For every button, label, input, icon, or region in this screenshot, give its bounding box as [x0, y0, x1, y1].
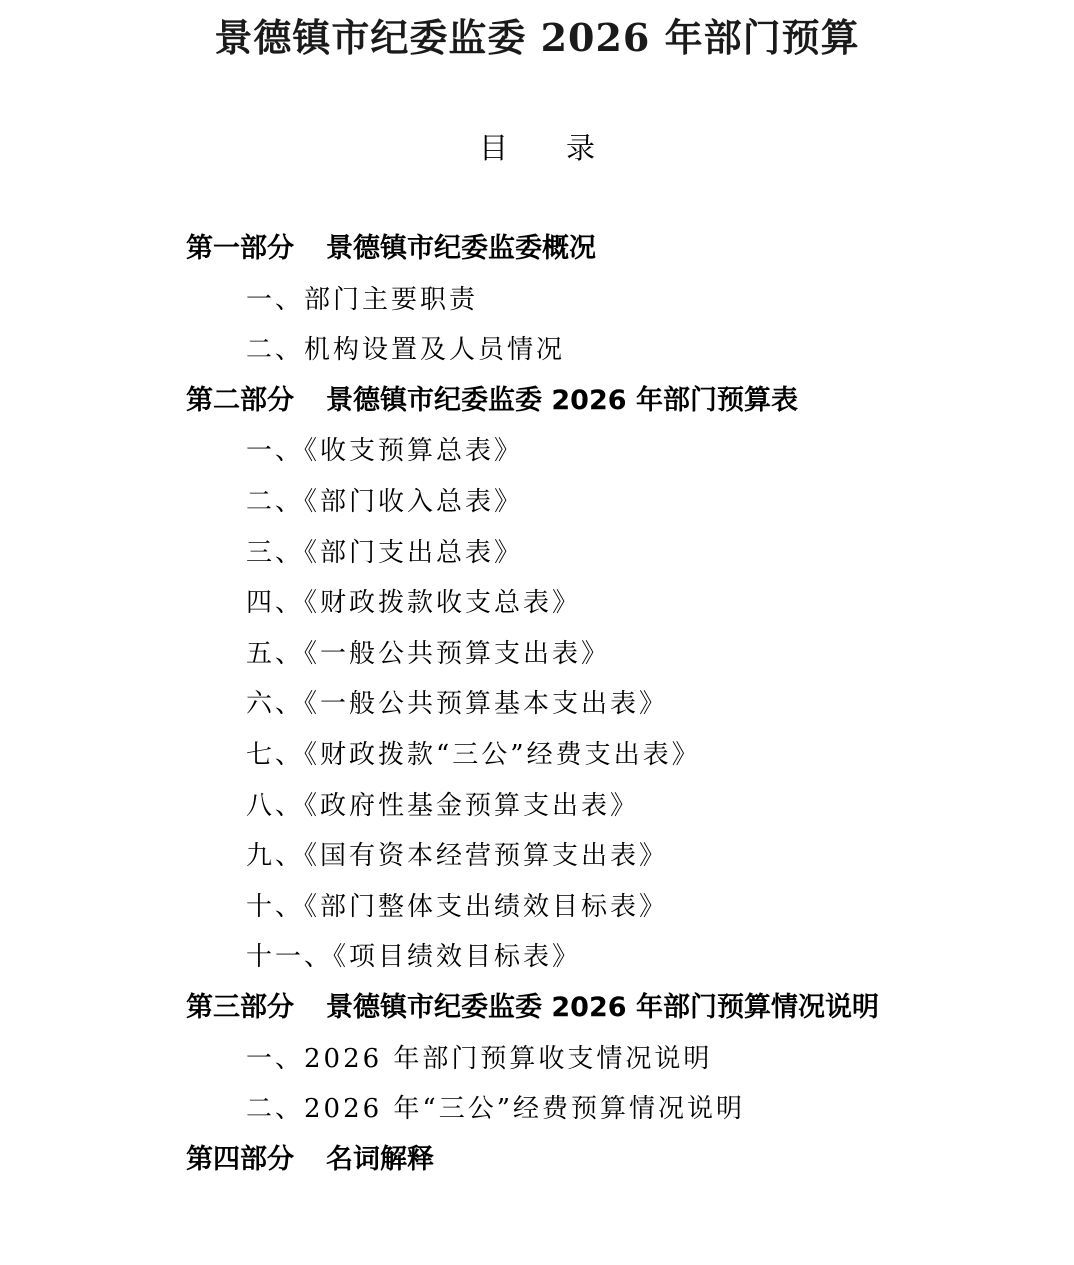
part-title: 景德镇市纪委监委 2026 年部门预算表	[326, 384, 798, 416]
part-label: 第三部分	[186, 991, 294, 1023]
toc-item: 二、机构设置及人员情况	[246, 335, 566, 366]
toc-heading	[0, 126, 1074, 170]
toc-item: 二、2026 年“三公”经费预算情况说明	[246, 1094, 746, 1125]
toc-item: 一、部门主要职责	[246, 284, 479, 315]
toc-part-4	[186, 1135, 1026, 1186]
toc-item: 七、《财政拨款“三公”经费支出表》	[246, 739, 701, 770]
toc-item: 八、《政府性基金预算支出表》	[246, 790, 640, 821]
toc-heading-char-1: 目	[478, 131, 508, 165]
part-title: 景德镇市纪委监委概况	[326, 233, 596, 264]
part-title: 景德镇市纪委监委 2026 年部门预算情况说明	[326, 991, 879, 1023]
toc-item: 二、《部门收入总表》	[246, 486, 524, 517]
toc-item: 一、2026 年部门预算收支情况说明	[246, 1043, 713, 1074]
toc-item: 五、《一般公共预算支出表》	[246, 638, 611, 669]
document-title: 景德镇市纪委监委 2026 年部门预算	[214, 15, 860, 60]
toc-item: 十一、《项目绩效目标表》	[246, 942, 582, 973]
toc-item: 三、《部门支出总表》	[246, 537, 524, 568]
toc-part-1	[186, 224, 1026, 275]
part-label: 第一部分	[186, 233, 294, 264]
toc-heading-char-2: 录	[566, 131, 596, 165]
toc-item: 六、《一般公共预算基本支出表》	[246, 689, 669, 720]
table-of-contents	[186, 224, 1026, 1185]
toc-item: 四、《财政拨款收支总表》	[246, 588, 582, 619]
toc-item: 一、《收支预算总表》	[246, 436, 524, 467]
part-title: 名词解释	[326, 1143, 434, 1175]
toc-part-2	[186, 376, 1026, 427]
toc-part-3	[186, 983, 1026, 1034]
part-label: 第二部分	[186, 384, 294, 416]
part-label: 第四部分	[186, 1143, 294, 1175]
toc-item: 九、《国有资本经营预算支出表》	[246, 841, 669, 872]
toc-item: 十、《部门整体支出绩效目标表》	[246, 891, 669, 922]
